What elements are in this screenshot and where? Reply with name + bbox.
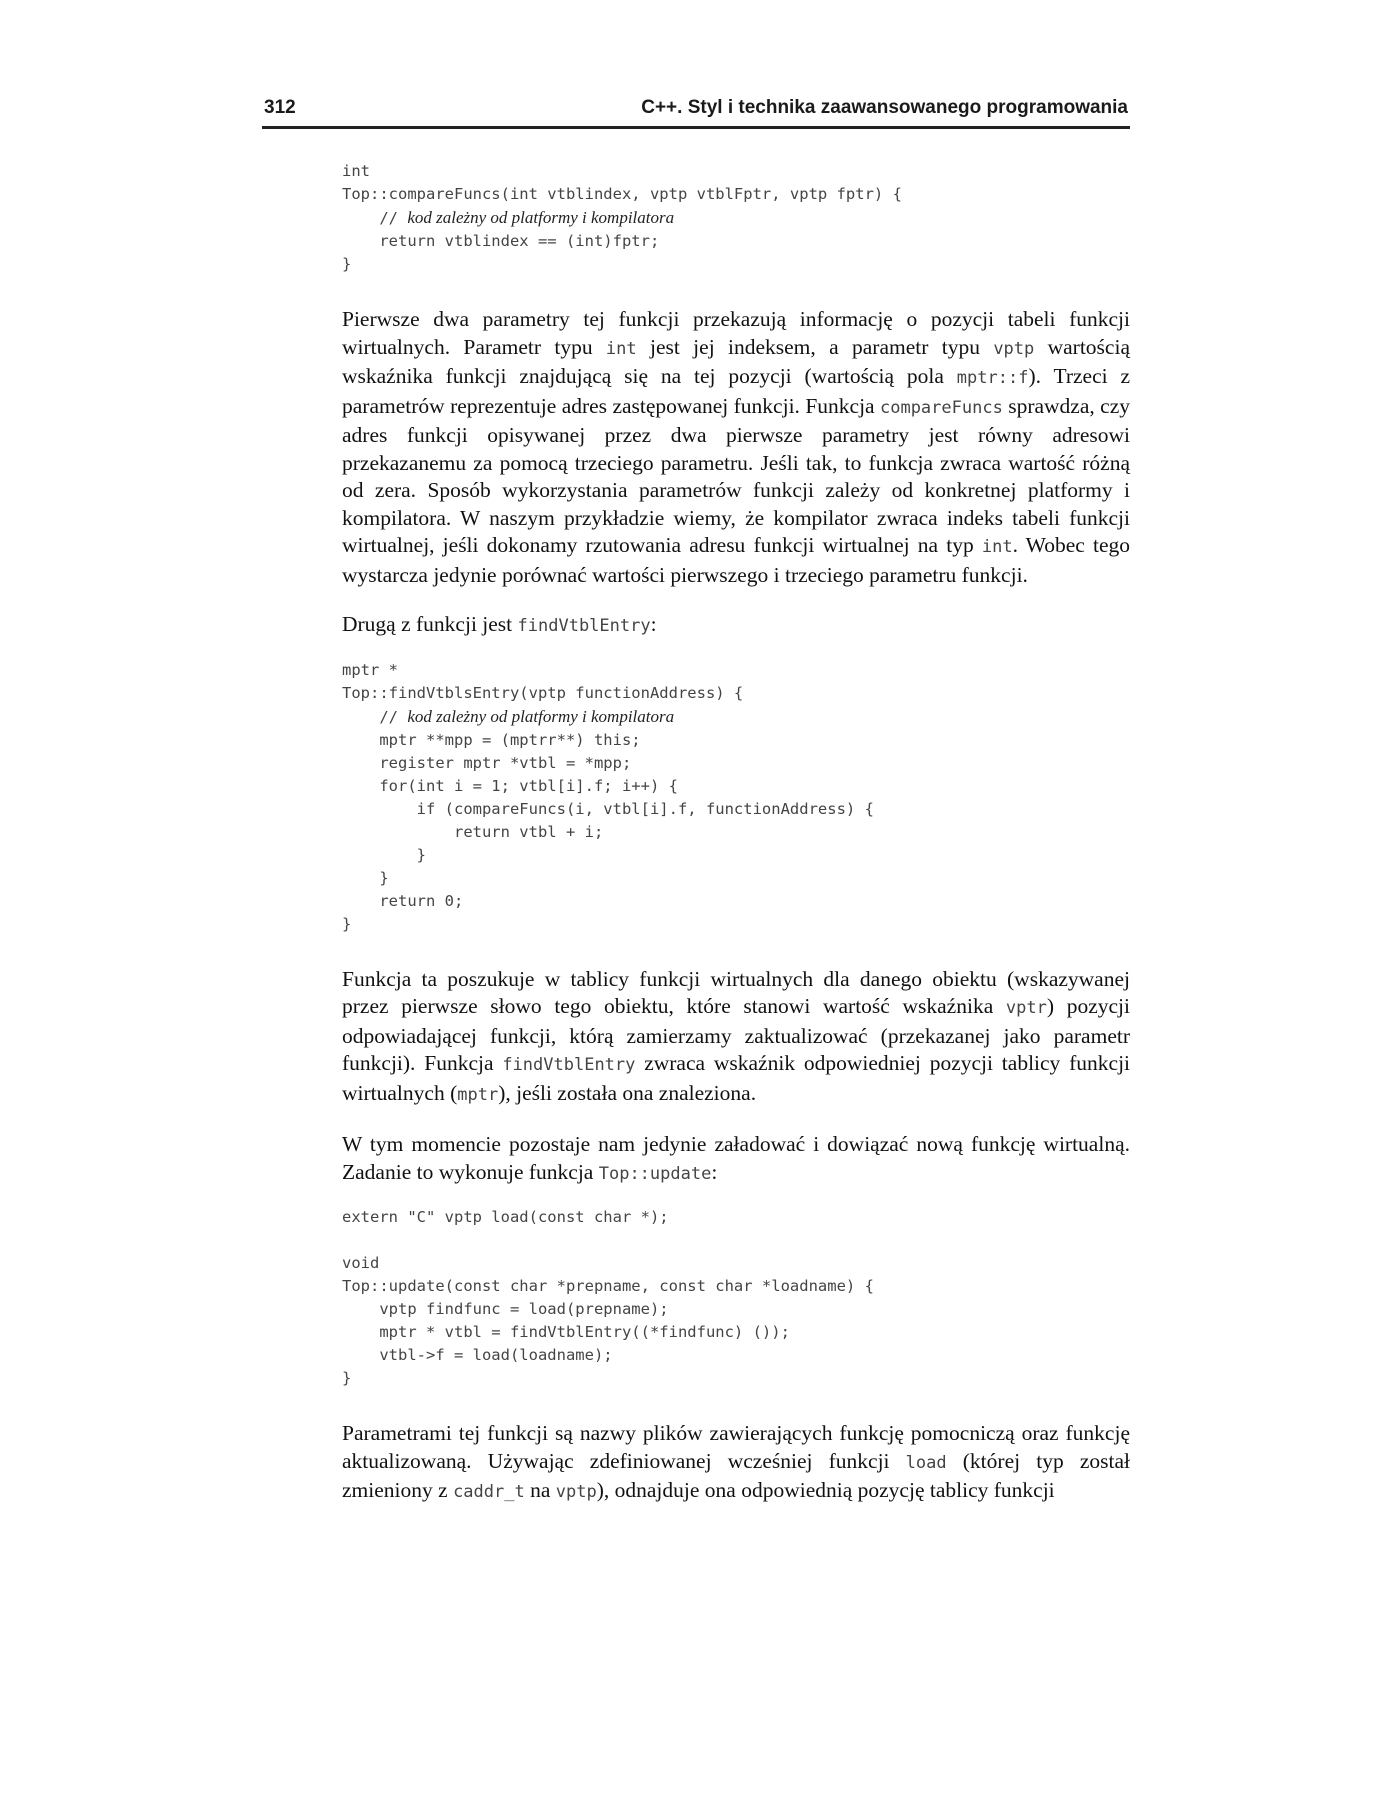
text-run: zwraca wskaźnik odpowiedniej pozycji tablicy funkcji wirtualnych (	[342, 1051, 1131, 1105]
code-line: mptr **mpp = (mptrr**) this;	[342, 730, 641, 749]
paragraph-search-description	[342, 966, 1130, 1110]
text-run: Pierwsze dwa parametry tej funkcji przekazują informację o pozycji tabeli funkcji wirtualnych. Parametr typu	[342, 307, 1130, 359]
inline-code: load	[905, 1452, 947, 1473]
code-line: mptr * vtbl = findVtblEntry((*findfunc) ());	[342, 1323, 790, 1341]
inline-code: Top::update	[598, 1163, 712, 1184]
code-listing-find-vtbl-entry	[342, 659, 1130, 936]
code-line: for(int i = 1; vtbl[i].f; i++) {	[342, 776, 678, 795]
inline-code: mptr::f	[956, 368, 1029, 388]
code-line: vtbl->f = load(loadname);	[342, 1346, 613, 1364]
page-number: 312	[264, 97, 296, 118]
code-line: }	[342, 868, 389, 887]
code-line: }	[342, 1369, 352, 1387]
paragraph-update-intro	[342, 1131, 1130, 1188]
paragraph-update-parameters	[342, 1420, 1130, 1507]
book-title: C++. Styl i technika zaawansowanego programowania	[641, 97, 1128, 118]
text-run: W tym momencie pozostaje nam jedynie załadować i dowiązać nową funkcję wirtualną. Zadanie to wykonuje funkcja	[342, 1132, 1130, 1184]
text-run: Drugą z funkcji jest	[342, 612, 518, 636]
code-line: }	[342, 914, 352, 933]
inline-code: findVtblEntry	[502, 1055, 636, 1075]
inline-code: vptr	[1005, 998, 1047, 1018]
code-comment: kod zależny od platformy i kompilatora	[407, 208, 675, 227]
inline-code: mptr	[457, 1084, 499, 1105]
text-run: na	[524, 1478, 556, 1502]
text-run: ), jeśli została ona znaleziona.	[498, 1080, 757, 1105]
code-line: extern "C" vptp load(const char *);	[342, 1208, 669, 1226]
text-run: wartością wskaźnika funkcji znajdującą się na tej pozycji (wartością pola	[342, 334, 1130, 388]
code-listing-compare-funcs	[342, 160, 1130, 276]
text-run: ) pozycji odpowiadającej funkcji, którą zamierzamy zaktualizować (przekazanej jako parametr funkcji). Funkcja	[342, 994, 1130, 1075]
paragraph-second-function	[342, 611, 1130, 641]
text-run: ), odnajduje ona odpowiednią pozycję tablicy funkcji	[596, 1478, 1055, 1502]
code-line: vptp findfunc = load(prepname);	[342, 1300, 669, 1318]
code-comment: kod zależny od platformy i kompilatora	[407, 706, 675, 726]
code-line: int	[342, 162, 370, 180]
inline-code: findVtblEntry	[517, 616, 651, 636]
code-line: Top::update(const char *prepname, const char *loadname) {	[342, 1277, 874, 1295]
inline-code: vptp	[555, 1482, 597, 1502]
text-run: :	[650, 612, 657, 636]
inline-code: int	[981, 537, 1013, 557]
paragraph-parameters	[342, 306, 1130, 589]
code-line: void	[342, 1254, 380, 1272]
code-line: return 0;	[342, 891, 464, 910]
code-line: return vtbl + i;	[342, 822, 604, 841]
running-header	[262, 96, 1130, 129]
text-run: Funkcja ta poszukuje w tablicy funkcji wirtualnych dla danego obiektu (wskazywanej przez pierwsze słowo tego obiektu, które stanowi wartość wskaźnika	[342, 966, 1130, 1018]
code-line: //	[342, 707, 408, 726]
code-line: if (compareFuncs(i, vtbl[i].f, functionAddress) {	[342, 799, 874, 818]
code-line: Top::compareFuncs(int vtblindex, vptp vtblFptr, vptp fptr) {	[342, 185, 902, 203]
text-run: Parametrami tej funkcji są nazwy plików zawierających funkcję pomocniczą oraz funkcję aktualizowaną. Używając zdefiniowanej wcześniej funkcji	[342, 1421, 1130, 1473]
code-line: return vtblindex == (int)fptr;	[342, 232, 660, 250]
inline-code: vptp	[993, 338, 1035, 359]
inline-code: int	[605, 338, 637, 359]
code-line: }	[342, 845, 426, 864]
code-line: register mptr *vtbl = *mpp;	[342, 753, 632, 772]
code-line: Top::findVtblsEntry(vptp functionAddress) {	[342, 683, 744, 702]
text-run: jest jej indeksem, a parametr typu	[636, 334, 994, 359]
code-line: mptr *	[342, 660, 398, 679]
inline-code: caddr_t	[453, 1482, 525, 1502]
page-content	[342, 160, 1130, 1507]
text-run: (której typ został zmieniony z	[342, 1448, 1131, 1502]
inline-code: compareFuncs	[879, 397, 1003, 418]
text-run: sprawdza, czy adres funkcji opisywanej przez dwa pierwsze parametry jest równy adresowi przekazanemu za pomocą trzeciego parametru. Jeśli tak, to funkcja zwraca wartość różną od zera. Sposób wykorzystania parametrów funkcji zależy od konkretnej platformy i kompilatora. W naszym przykładzie wiemy, że kompilator zwraca indeks tabeli funkcji wirtualnej, jeśli dokonamy rzutowania adresu funkcji wirtualnej na typ	[342, 393, 1130, 557]
code-line: }	[342, 255, 352, 273]
text-run: :	[711, 1159, 718, 1184]
text-run: ). Trzeci z parametrów reprezentuje adres zastępowanej funkcji. Funkcja	[342, 364, 1130, 418]
code-listing-update	[342, 1206, 1130, 1390]
text-run: . Wobec tego wystarcza jedynie porównać wartości pierwszego i trzeciego parametru funkcji.	[342, 533, 1130, 587]
code-line: //	[342, 209, 408, 227]
